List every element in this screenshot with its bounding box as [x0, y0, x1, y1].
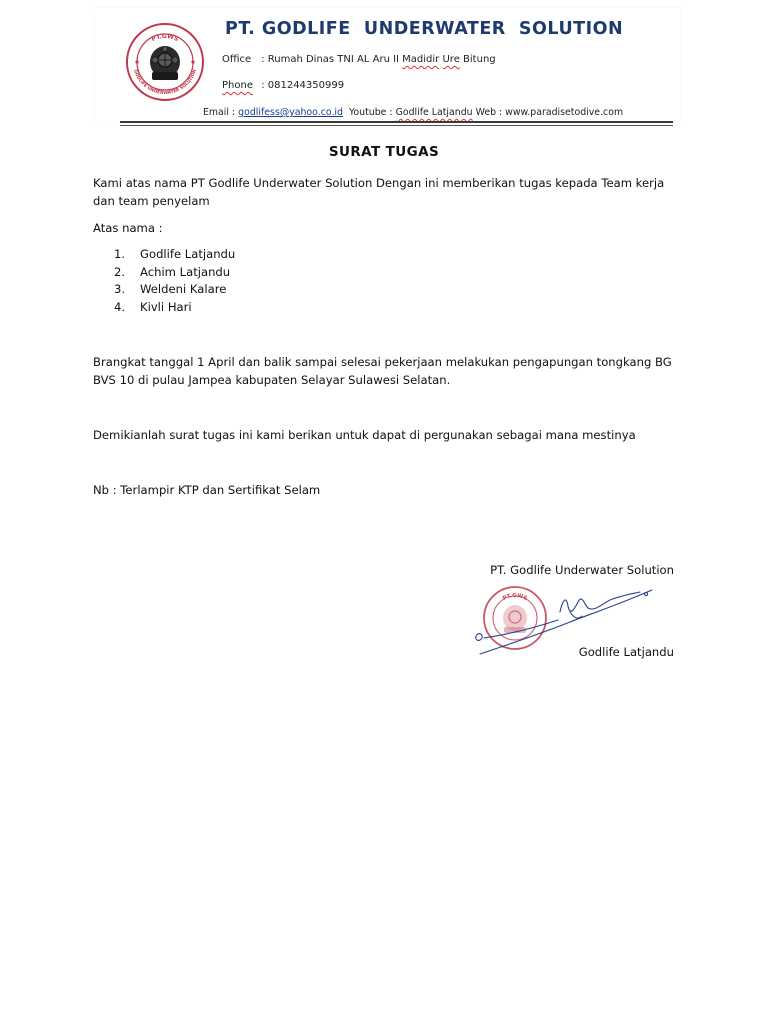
- intro-paragraph: [93, 174, 683, 210]
- stamp-text: PT.GWS: [501, 592, 529, 602]
- company-name: PT. GODLIFE UNDERWATER SOLUTION: [225, 19, 624, 39]
- nb-note: Nb : Terlampir KTP dan Sertifikat Selam: [93, 483, 321, 497]
- list-item: [114, 281, 235, 299]
- closing-paragraph: Demikianlah surat tugas ini kami berikan untuk dapat di pergunakan sebagai mana mestinya: [93, 428, 636, 442]
- email-link[interactable]: godlifess@yahoo.co.id: [238, 107, 343, 118]
- signature-company: PT. Godlife Underwater Solution: [490, 563, 674, 577]
- intro-line-2: dan team penyelam: [93, 194, 210, 208]
- logo-top-text: PT.GWS: [150, 32, 180, 44]
- logo-ring-text: GODLIFE UNDERWATER SOLUTION: [132, 69, 198, 97]
- intro-line-1: Kami atas nama PT Godlife Underwater Solution Dengan ini memberikan tugas kepada Team kerja: [93, 176, 665, 190]
- list-item-name: Kivli Hari: [140, 299, 192, 314]
- office-colon: :: [261, 54, 268, 65]
- member-list: [114, 246, 235, 316]
- office-address: [222, 54, 496, 65]
- list-item-name: Weldeni Kalare: [140, 282, 227, 297]
- list-item-name: Godlife Latjandu: [140, 247, 236, 261]
- phone-number: [222, 80, 344, 91]
- email-label: Email :: [203, 107, 236, 118]
- web-label: Web :: [475, 107, 503, 118]
- signatory-name: Godlife Latjandu: [578, 645, 674, 659]
- office-value-madidir: Madidir: [402, 54, 440, 65]
- office-label: Office: [222, 54, 252, 65]
- departure-line-2: BVS 10 di pulau Jampea kabupaten Selayar Sulawesi Selatan.: [93, 373, 451, 387]
- office-value: Rumah Dinas TNI AL Aru II: [267, 54, 399, 65]
- company-logo: [125, 22, 205, 102]
- document-title: SURAT TUGAS: [328, 144, 440, 160]
- youtube-label: Youtube :: [348, 107, 393, 118]
- list-item-number: 3.: [114, 282, 126, 297]
- office-value-ure: Ure: [442, 54, 460, 65]
- list-item: [114, 246, 235, 264]
- diving-helmet-icon: [150, 46, 180, 80]
- contact-line: [203, 107, 623, 118]
- list-item-number: 2.: [114, 264, 126, 279]
- list-item: [114, 264, 235, 282]
- departure-line-1: Brangkat tanggal 1 April dan balik sampai selesai pekerjaan melakukan pengapungan tongkang BG: [93, 355, 672, 369]
- atas-nama-label: Atas nama :: [93, 221, 163, 235]
- letterhead: [95, 8, 680, 126]
- letterhead-divider-thin: [120, 125, 673, 126]
- list-item-number: 1.: [114, 247, 126, 261]
- departure-paragraph: [93, 353, 683, 389]
- phone-colon: :: [261, 80, 268, 91]
- web-value: www.paradisetodive.com: [505, 107, 624, 118]
- letterhead-divider-thick: [120, 121, 673, 123]
- svg-text:PT.GWS: [502, 593, 528, 602]
- phone-value: 081244350999: [267, 80, 345, 91]
- youtube-value: Godlife Latjandu: [395, 107, 473, 118]
- list-item-name: Achim Latjandu: [140, 264, 231, 279]
- phone-label: Phone: [222, 80, 253, 91]
- office-value-tail: Bitung: [463, 54, 496, 65]
- list-item: [114, 299, 235, 317]
- list-item-number: 4.: [114, 299, 126, 314]
- stamp-helmet-icon: [503, 605, 527, 633]
